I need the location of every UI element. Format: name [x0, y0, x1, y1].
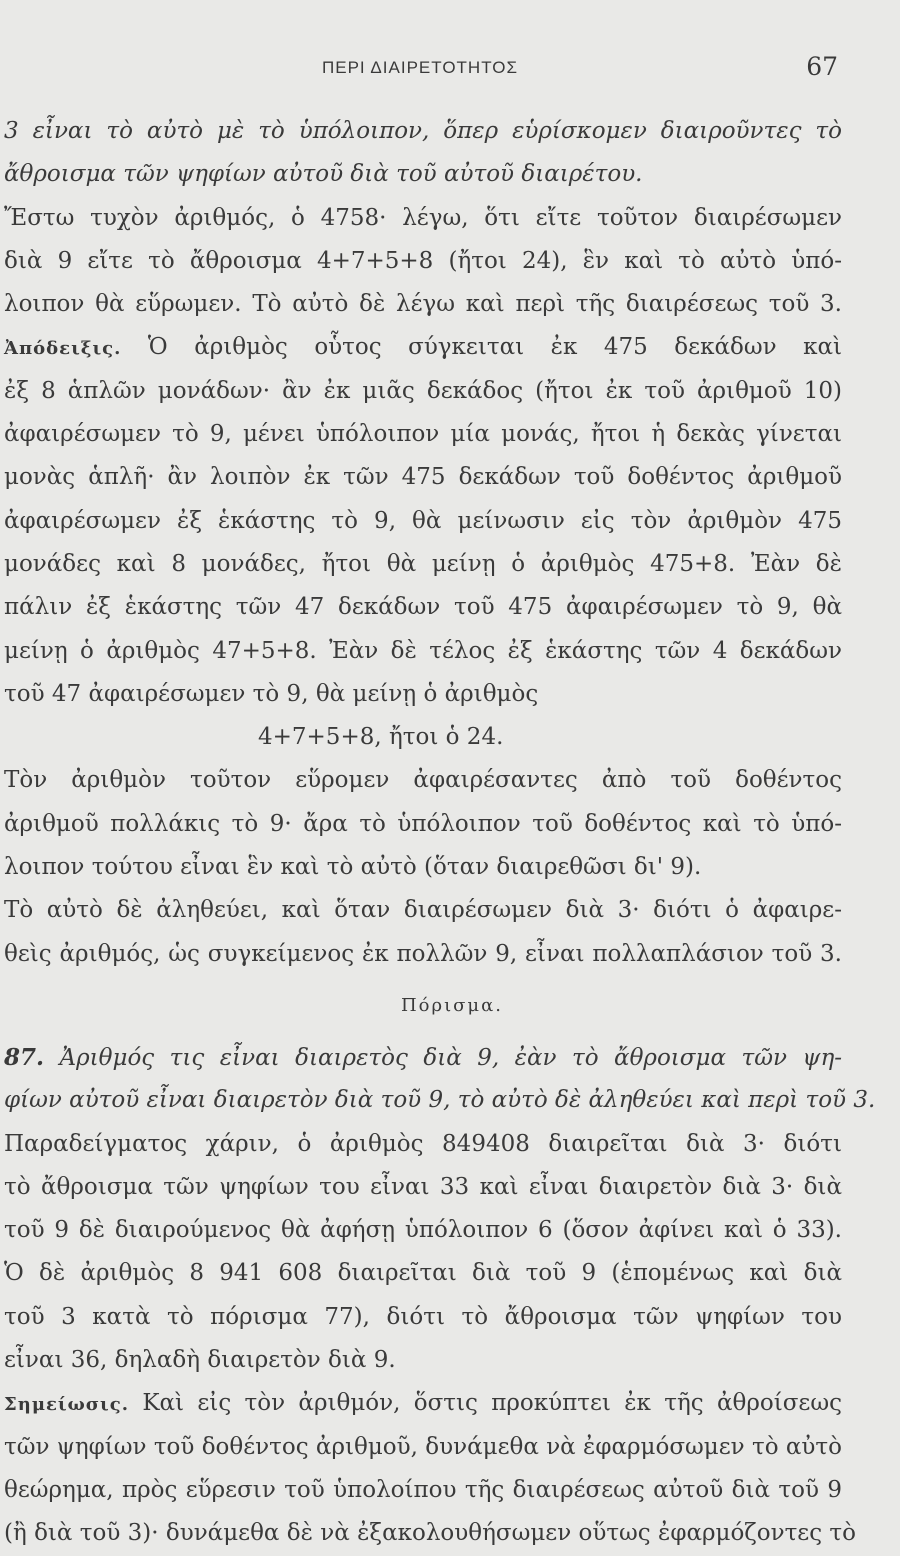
formula-line: 4+7+5+8, ἤτοι ὁ 24.: [258, 724, 504, 751]
text-span: Ἀριθμός τις εἶναι διαιρετὸς διὰ 9, ἐὰν τὸ ἄθροισμα τῶν ψη-: [44, 1044, 842, 1071]
text-line: τοῦ 47 ἀφαιρέσωμεν τὸ 9, θὰ μείνῃ ὁ ἀριθμὸς: [4, 680, 539, 707]
text-line: θεὶς ἀριθμός, ὡς συγκείμενος ἐκ πολλῶν 9, εἶναι πολλαπλάσιον τοῦ 3.: [4, 940, 842, 967]
text-line: [0, 1036, 900, 1079]
text-line: θεώρημα, πρὸς εὕρεσιν τοῦ ὑπολοίπου τῆς διαιρέσεως αὐτοῦ διὰ τοῦ 9: [4, 1476, 842, 1503]
section-heading: Πόρισμα.: [400, 994, 504, 1016]
text-line: πάλιν ἐξ ἑκάστης τῶν 47 δεκάδων τοῦ 475 ἀφαιρέσωμεν τὸ 9, θὰ: [4, 594, 842, 621]
text-line: [0, 326, 900, 369]
text-line: ἐξ 8 ἁπλῶν μονάδων· ἂν ἐκ μιᾶς δεκάδος (ἤτοι ἐκ τοῦ ἀριθμοῦ 10): [4, 377, 842, 404]
text-span: Καὶ εἰς τὸν ἀριθμόν, ὅστις προκύπτει ἐκ τῆς ἀθροίσεως: [129, 1390, 842, 1417]
text-line: φίων αὐτοῦ εἶναι διαιρετὸν διὰ τοῦ 9, τὸ αὐτὸ δὲ ἀληθεύει καὶ περὶ τοῦ 3.: [4, 1087, 876, 1114]
text-line: εἶναι 36, δηλαδὴ διαιρετὸν διὰ 9.: [4, 1347, 396, 1374]
article-number: 87.: [4, 1043, 45, 1071]
text-line: μονάδες καὶ 8 μονάδες, ἤτοι θὰ μείνῃ ὁ ἀριθμὸς 475+8. Ἐὰν δὲ: [4, 550, 842, 577]
text-line: ἄθροισμα τῶν ψηφίων αὐτοῦ διὰ τοῦ αὐτοῦ διαιρέτου.: [4, 161, 643, 188]
text-span: Ὁ ἀριθμὸς οὗτος σύγκειται ἐκ 475 δεκάδων καὶ: [121, 334, 842, 361]
text-line: (ἢ διὰ τοῦ 3)· δυνάμεθα δὲ νὰ ἐξακολουθήσωμεν οὕτως ἐφαρμόζοντες τὸ: [4, 1520, 856, 1547]
text-line: Ἔστω τυχὸν ἀριθμός, ὁ 4758· λέγω, ὅτι εἴτε τοῦτον διαιρέσωμεν: [4, 204, 842, 231]
text-line: Παραδείγματος χάριν, ὁ ἀριθμὸς 849408 διαιρεῖται διὰ 3· διότι: [4, 1130, 842, 1157]
text-line: ἀφαιρέσωμεν τὸ 9, μένει ὑπόλοιπον μία μονάς, ἤτοι ἡ δεκὰς γίνεται: [4, 421, 842, 448]
text-line: τοῦ 3 κατὰ τὸ πόρισμα 77), διότι τὸ ἄθροισμα τῶν ψηφίων του: [4, 1303, 842, 1330]
text-line: Τὸν ἀριθμὸν τοῦτον εὕρομεν ἀφαιρέσαντες ἀπὸ τοῦ δοθέντος: [4, 767, 842, 794]
text-line: [0, 1382, 900, 1425]
note-label: Σημείωσις.: [4, 1394, 129, 1416]
text-line: Ὁ δὲ ἀριθμὸς 8 941 608 διαιρεῖται διὰ τοῦ 9 (ἑπομένως καὶ διὰ: [4, 1260, 842, 1287]
text-line: μονὰς ἁπλῆ· ἂν λοιπὸν ἐκ τῶν 475 δεκάδων τοῦ δοθέντος ἀριθμοῦ: [4, 464, 842, 491]
text-line: ἀφαιρέσωμεν ἐξ ἑκάστης τὸ 9, θὰ μείνωσιν εἰς τὸν ἀριθμὸν 475: [4, 507, 842, 534]
text-line: τῶν ψηφίων τοῦ δοθέντος ἀριθμοῦ, δυνάμεθα νὰ ἐφαρμόσωμεν τὸ αὐτὸ: [4, 1433, 842, 1460]
text-line: διὰ 9 εἴτε τὸ ἄθροισμα 4+7+5+8 (ἤτοι 24), ἓν καὶ τὸ αὐτὸ ὑπό-: [4, 247, 842, 274]
text-line: λοιπον τούτου εἶναι ἓν καὶ τὸ αὐτὸ (ὅταν διαιρεθῶσι δι' 9).: [4, 854, 702, 881]
page-number: 67: [806, 52, 838, 81]
page-body: [0, 110, 900, 1556]
text-line: ἀριθμοῦ πολλάκις τὸ 9· ἄρα τὸ ὑπόλοιπον τοῦ δοθέντος καὶ τὸ ὑπό-: [4, 810, 842, 837]
text-line: μείνῃ ὁ ἀριθμὸς 47+5+8. Ἐὰν δὲ τέλος ἐξ ἑκάστης τῶν 4 δεκάδων: [4, 637, 842, 664]
text-line: λοιπον θὰ εὕρωμεν. Τὸ αὐτὸ δὲ λέγω καὶ περὶ τῆς διαιρέσεως τοῦ 3.: [4, 291, 842, 318]
text-line: 3 εἶναι τὸ αὐτὸ μὲ τὸ ὑπόλοιπον, ὅπερ εὑρίσκομεν διαιροῦντες τὸ: [4, 118, 842, 144]
text-line: τὸ ἄθροισμα τῶν ψηφίων του εἶναι 33 καὶ εἶναι διαιρετὸν διὰ 3· διὰ: [4, 1173, 842, 1200]
text-line: Τὸ αὐτὸ δὲ ἀληθεύει, καὶ ὅταν διαιρέσωμεν διὰ 3· διότι ὁ ἀφαιρε-: [4, 897, 842, 924]
running-title: ΠΕΡΙ ΔΙΑΙΡΕΤΟΤΗΤΟΣ: [321, 58, 519, 77]
text-line: τοῦ 9 δὲ διαιρούμενος θὰ ἀφήσῃ ὑπόλοιπον 6 (ὅσον ἀφίνει καὶ ὁ 33).: [4, 1217, 842, 1244]
page-header: [0, 50, 900, 90]
proof-label: Ἀπόδειξις.: [4, 338, 122, 360]
